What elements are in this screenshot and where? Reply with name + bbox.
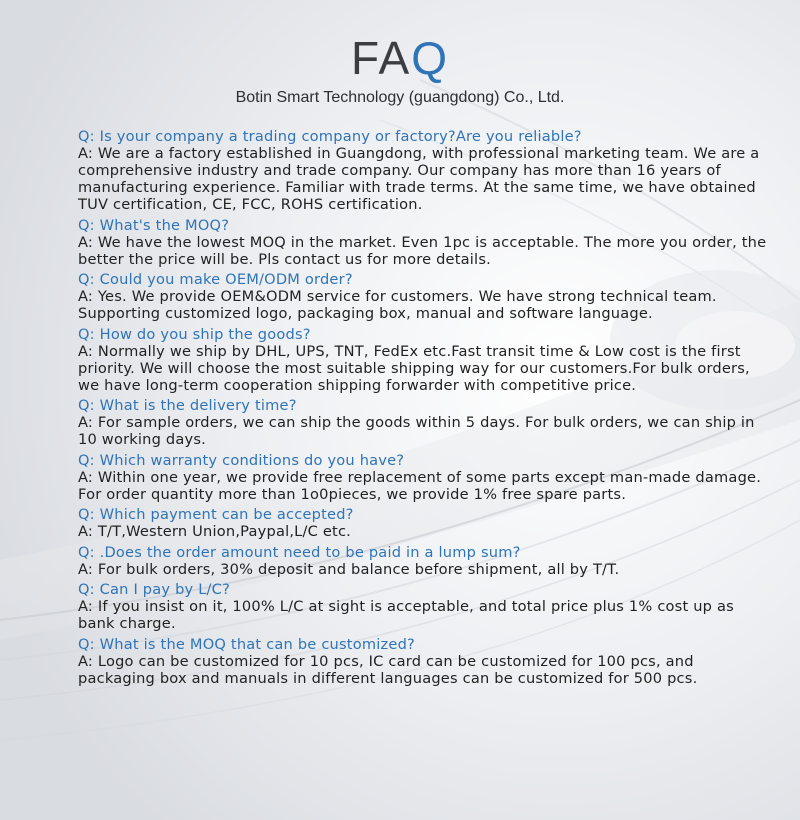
- faq-answer: A: Logo can be customized for 10 pcs, IC card can be customized for 100 pcs, and packaging box and manuals in different languages can be customized for 500 pcs.: [78, 652, 698, 687]
- faq-item: [78, 397, 768, 448]
- faq-item: [78, 217, 768, 268]
- faq-question: Q: What is the MOQ that can be customized?: [78, 635, 415, 653]
- faq-question: Q: What's the MOQ?: [78, 216, 230, 234]
- faq-answer: A: Normally we ship by DHL, UPS, TNT, FedEx etc.Fast transit time & Low cost is the first priority. We will choose the most suitable shipping way for our customers.For bulk orders, we have long-term cooperation shipping forwarder with competitive price.: [78, 342, 750, 394]
- faq-question: Q: Can I pay by L/C?: [78, 581, 231, 598]
- faq-answer: A: Yes. We provide OEM&ODM service for customers. We have strong technical team. Supporting customized logo, packaging box, manual and software language.: [78, 288, 717, 322]
- title-main: FA: [350, 32, 412, 84]
- faq-question: Q: Is your company a trading company or factory?Are you reliable?: [78, 128, 582, 145]
- faq-header: [0, 30, 800, 108]
- company-subtitle: Botin Smart Technology (guangdong) Co., Ltd.: [235, 89, 565, 106]
- faq-question: Q: Which payment can be accepted?: [78, 506, 354, 523]
- faq-question: Q: Could you make OEM/ODM order?: [78, 271, 353, 288]
- faq-answer: A: Within one year, we provide free replacement of some parts except man-made damage. For order quantity more than 1o0pieces, we provide 1% free spare parts.: [78, 468, 762, 503]
- faq-answer: A: For sample orders, we can ship the goods within 5 days. For bulk orders, we can ship in 10 working days.: [78, 414, 755, 448]
- faq-answer: A: For bulk orders, 30% deposit and balance before shipment, all by T/T.: [78, 560, 620, 578]
- faq-question: Q: What is the delivery time?: [78, 397, 297, 414]
- faq-item: [78, 452, 768, 503]
- faq-answer: A: We are a factory established in Guangdong, with professional marketing team. We are a comprehensive industry and trade company. Our company has more than 16 years of manufacturing experience. Familiar with trade terms. At the same time, we have obtained TUV certification, CE, FCC, ROHS certification.: [78, 145, 760, 213]
- faq-item: [78, 326, 768, 394]
- faq-question: Q: Which warranty conditions do you have?: [78, 451, 405, 469]
- faq-question: Q: .Does the order amount need to be paid in a lump sum?: [78, 543, 521, 561]
- faq-item: [78, 506, 768, 540]
- faq-item: [78, 128, 768, 213]
- faq-item: [78, 636, 768, 687]
- faq-item: [78, 581, 768, 632]
- faq-item: [78, 271, 768, 322]
- faq-answer: A: We have the lowest MOQ in the market. Even 1pc is acceptable. The more you order, the better the price will be. Pls contact us for more details.: [78, 233, 767, 268]
- faq-answer: A: If you insist on it, 100% L/C at sight is acceptable, and total price plus 1% cost up as bank charge.: [78, 598, 734, 632]
- title-accent: Q: [411, 32, 450, 84]
- faq-item: [78, 544, 768, 578]
- faq-question: Q: How do you ship the goods?: [78, 325, 311, 343]
- faq-list: [78, 128, 768, 690]
- faq-answer: A: T/T,Western Union,Paypal,L/C etc.: [78, 523, 352, 540]
- page-title: [0, 30, 800, 86]
